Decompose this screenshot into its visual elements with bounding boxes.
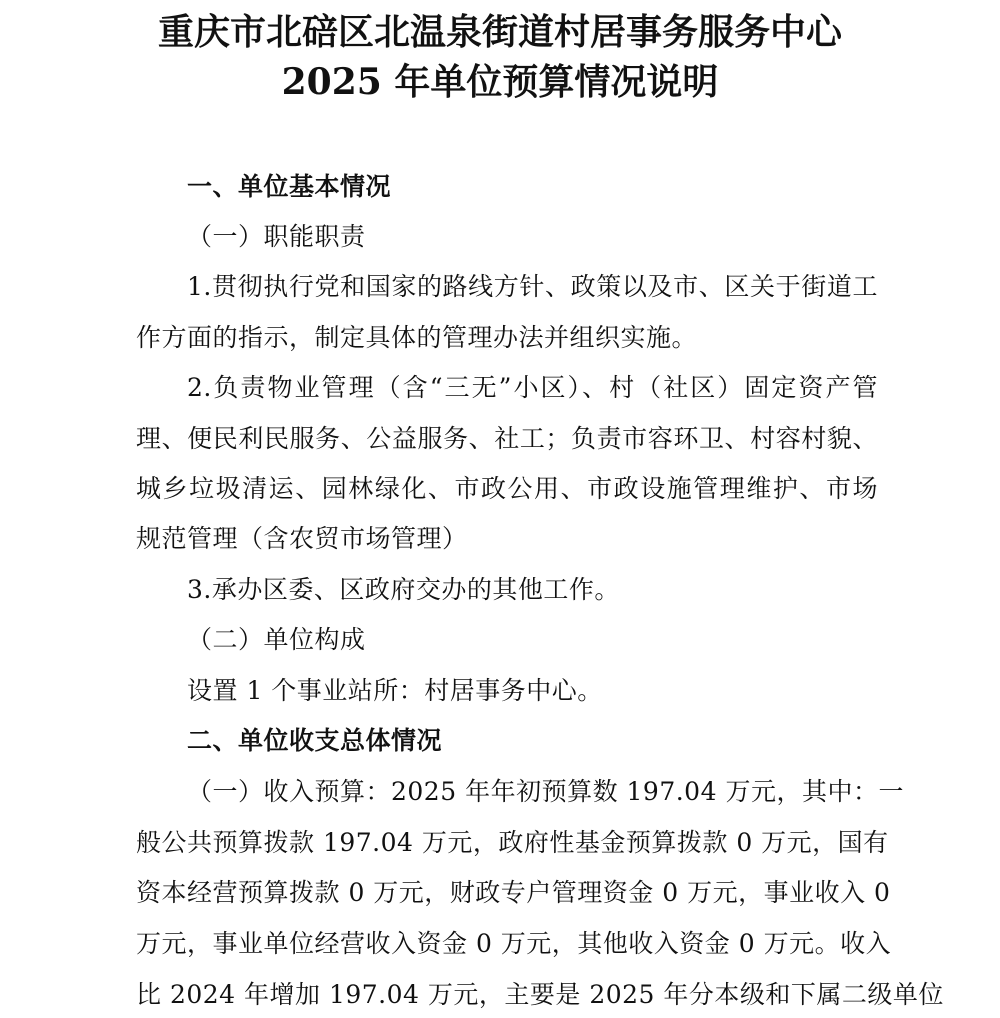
unit-composition-text: 设置 1 个事业站所：村居事务中心。 bbox=[187, 676, 603, 705]
income-paragraph-line-4: 万元，事业单位经营收入资金 0 万元，其他收入资金 0 万元。收入 bbox=[136, 929, 892, 958]
document-title-line-2: 2025 年单位预算情况说明 bbox=[281, 61, 719, 103]
duty-2-line-4: 规范管理（含农贸市场管理） bbox=[136, 524, 468, 553]
subsection-1-2-heading: （二）单位构成 bbox=[187, 625, 366, 654]
duty-1-line-1: 1.贯彻执行党和国家的路线方针、政策以及市、区关于街道工 bbox=[187, 272, 878, 301]
duty-2-line-2: 理、便民利民服务、公益服务、社工；负责市容环卫、村容村貌、 bbox=[136, 424, 878, 453]
duty-1-line-2: 作方面的指示，制定具体的管理办法并组织实施。 bbox=[136, 323, 698, 352]
duty-3-line-1: 3.承办区委、区政府交办的其他工作。 bbox=[187, 575, 620, 604]
duty-2-line-3: 城乡垃圾清运、园林绿化、市政公用、市政设施管理维护、市场 bbox=[136, 474, 878, 503]
section-1-heading: 一、单位基本情况 bbox=[187, 172, 392, 201]
duty-2-line-1: 2.负责物业管理（含“三无”小区）、村（社区）固定资产管 bbox=[187, 373, 878, 402]
income-paragraph-line-2: 般公共预算拨款 197.04 万元，政府性基金预算拨款 0 万元，国有 bbox=[136, 828, 889, 857]
subsection-1-1-heading: （一）职能职责 bbox=[187, 222, 366, 251]
income-paragraph-line-3: 资本经营预算拨款 0 万元，财政专户管理资金 0 万元，事业收入 0 bbox=[136, 878, 891, 907]
income-paragraph-line-1: （一）收入预算：2025 年年初预算数 197.04 万元，其中：一 bbox=[187, 777, 904, 806]
section-2-heading: 二、单位收支总体情况 bbox=[187, 726, 443, 755]
document-title-line-1: 重庆市北碚区北温泉街道村居事务服务中心 bbox=[157, 11, 842, 53]
income-paragraph-line-5: 比 2024 年增加 197.04 万元，主要是 2025 年分本级和下属二级单位 bbox=[136, 980, 944, 1009]
